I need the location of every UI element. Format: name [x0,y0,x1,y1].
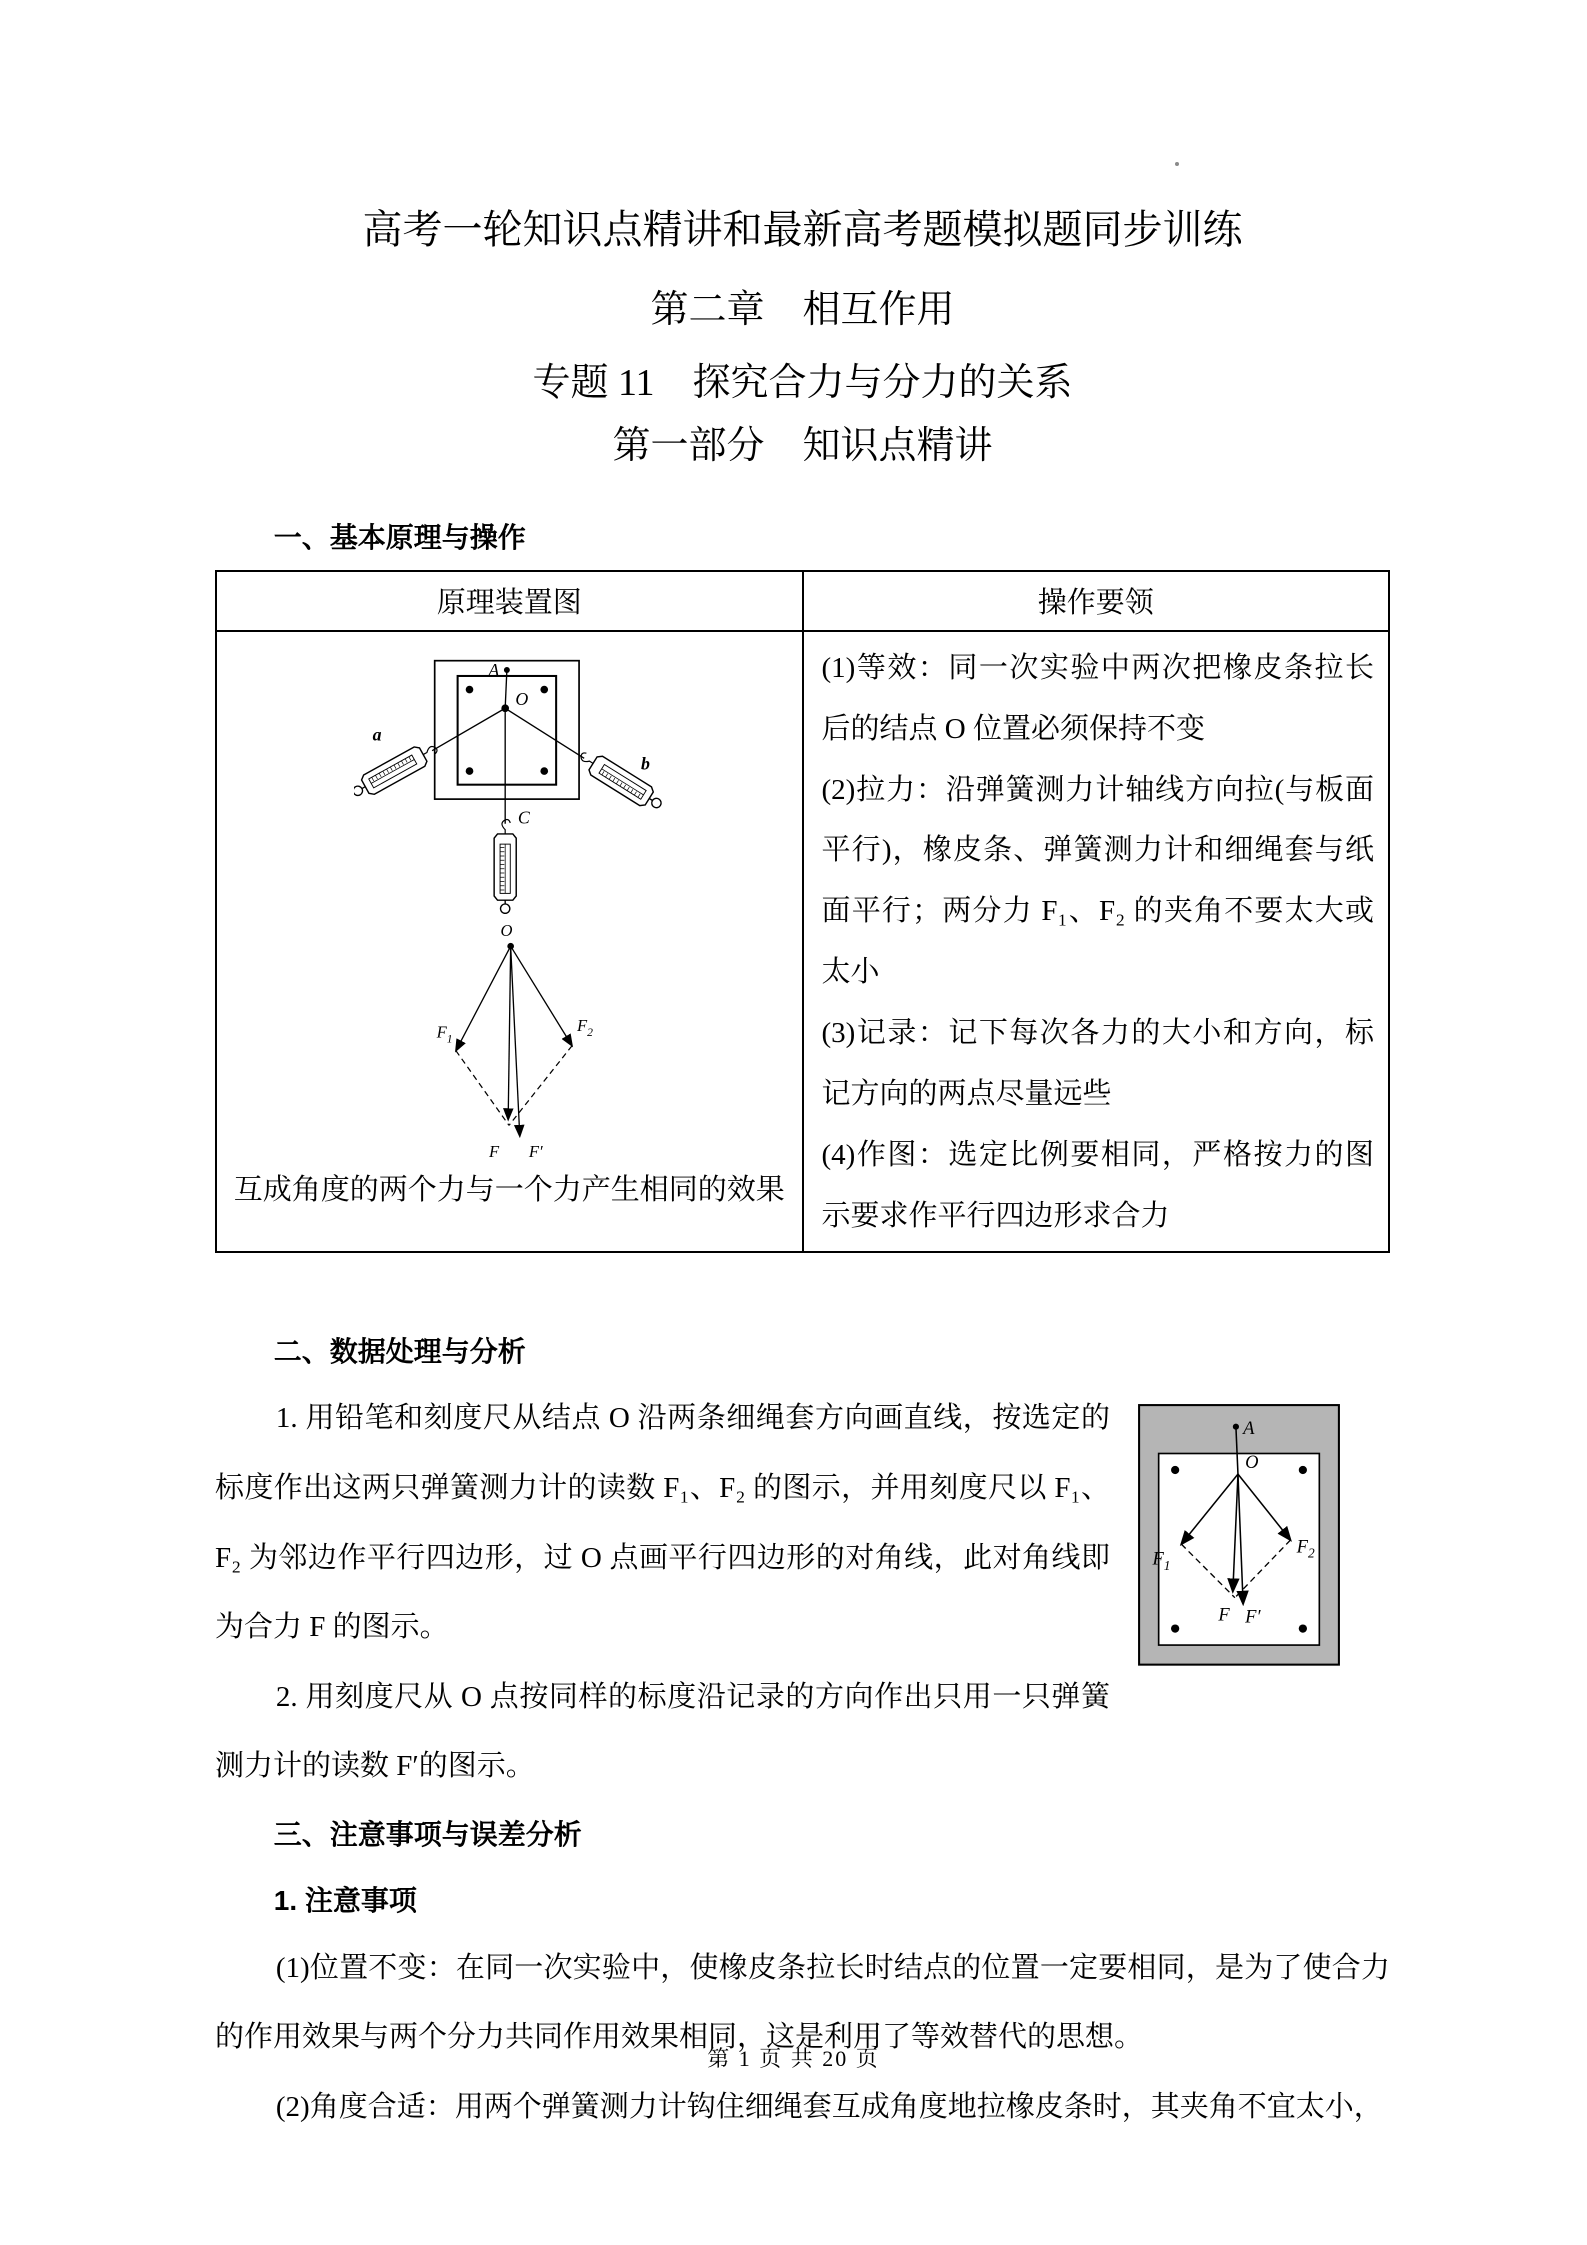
scale-b-label: b [641,753,651,774]
spring-scale-c [494,819,516,913]
operation-cell [803,631,1390,1252]
pin-dot [466,686,474,694]
point-a-label: A [488,659,500,680]
pin-dot [1299,1466,1307,1474]
data-analysis-para-1: 1. 用铅笔和刻度尺从结点 O 沿两条细绳套方向画直线，按选定的标度作出这两只弹簧测力计的读数 F₁、F₂ 的图示，并用刻度尺以 F₁、F₂ 为邻边作平行四边形，过 O 点画平行四边形的对角线，此对角线即为合力 F 的图示。 [215,1402,1110,1644]
point-o-label: O [515,688,529,709]
topic-title: 专题 11 探究合力与分力的关系 [532,361,1073,404]
figure-caption: 互成角度的两个力与一个力产生相同的效果 [233,1173,785,1206]
table-header-device: 原理装置图 [216,571,803,631]
force-f2-label: $F_2$ [1296,1536,1315,1562]
principle-table [215,570,1390,1253]
force-f1-arrow [456,946,511,1051]
point-a-label: A [1243,1418,1255,1440]
point-c-label: C [518,807,531,828]
table-body-row [216,631,1389,1252]
pin-dot [541,767,549,775]
operation-item: (1)等效：同一次实验中两次把橡皮条拉长后的结点 O 位置必须保持不变 [821,651,1374,745]
chapter-title: 第二章 相互作用 [650,289,955,331]
pin-dot [1171,1625,1179,1633]
force-fprime-label: F′ [1245,1606,1261,1628]
force-f2-arrow [511,946,572,1046]
operation-item: (2)拉力：沿弹簧测力计轴线方向拉(与板面平行)，橡皮条、弹簧测力计和细绳套与纸面平行；两分力 F₁、F₂ 的夹角不要太大或太小 [821,773,1374,989]
force-fprime-label: F′ [529,1141,543,1161]
apparatus-figure [354,642,664,918]
table-header-row [216,571,1389,631]
force-f-arrow [508,946,510,1119]
pin-dot [1171,1466,1179,1474]
page-footer: 第 1 页 共 20 页 [707,2046,880,2071]
force-f-label: F [489,1141,500,1161]
stray-mark-dot [1175,162,1179,166]
spring-scale-a [354,738,441,803]
force-f-label: F [1218,1604,1230,1626]
pin-dot [1299,1625,1307,1633]
paper-sheet [458,676,557,785]
board-figure [1136,1402,1342,1668]
spring-scale-b [575,746,664,814]
force-fprime-arrow [511,946,520,1136]
operation-item: (3)记录：记下每次各力的大小和方向，标记方向的两点尽量远些 [821,1017,1374,1111]
part-title: 第一部分 知识点精讲 [612,425,993,468]
force-f2-label: $F_2$ [577,1015,594,1039]
parallelogram-figure [368,918,650,1167]
device-cell [216,631,803,1252]
note-item-2: (2)角度合适：用两个弹簧测力计钩住细绳套互成角度地拉橡皮条时，其夹角不宜太小， [275,2090,1383,2123]
section-heading-notes: 三、注意事项与误差分析 [273,1819,582,1851]
pin-dot [541,686,549,694]
doc-title: 高考一轮知识点精讲和最新高考题模拟题同步训练 [362,207,1243,252]
data-analysis-para-2: 2. 用刻度尺从 O 点按同样的标度沿记录的方向作出只用一只弹簧测力计的读数 F′的图示。 [215,1680,1110,1783]
table-header-operation: 操作要领 [803,571,1390,631]
parallelogram-dashed-left [456,1050,509,1125]
section-heading-principle: 一、基本原理与操作 [273,521,526,553]
note-item-1: (1)位置不变：在同一次实验中，使橡皮条拉长时结点的位置一定要相同，是为了使合力的作用效果与两个分力共同作用效果相同，这是利用了等效替代的思想。 [215,1951,1390,2054]
pin-dot [466,767,474,775]
section-heading-data: 二、数据处理与分析 [273,1335,526,1367]
force-f1-label: $F_1$ [436,1022,453,1046]
subheading-notes: 1. 注意事项 [273,1884,417,1916]
point-o-label: O [500,921,513,941]
scale-a-label: a [372,724,382,745]
operation-item: (4)作图：选定比例要相同，严格按力的图示要求作平行四边形求合力 [821,1138,1374,1232]
data-analysis-block [215,1384,1390,1802]
force-f1-label: $F_1$ [1152,1549,1171,1574]
point-o-label: O [1245,1452,1259,1474]
